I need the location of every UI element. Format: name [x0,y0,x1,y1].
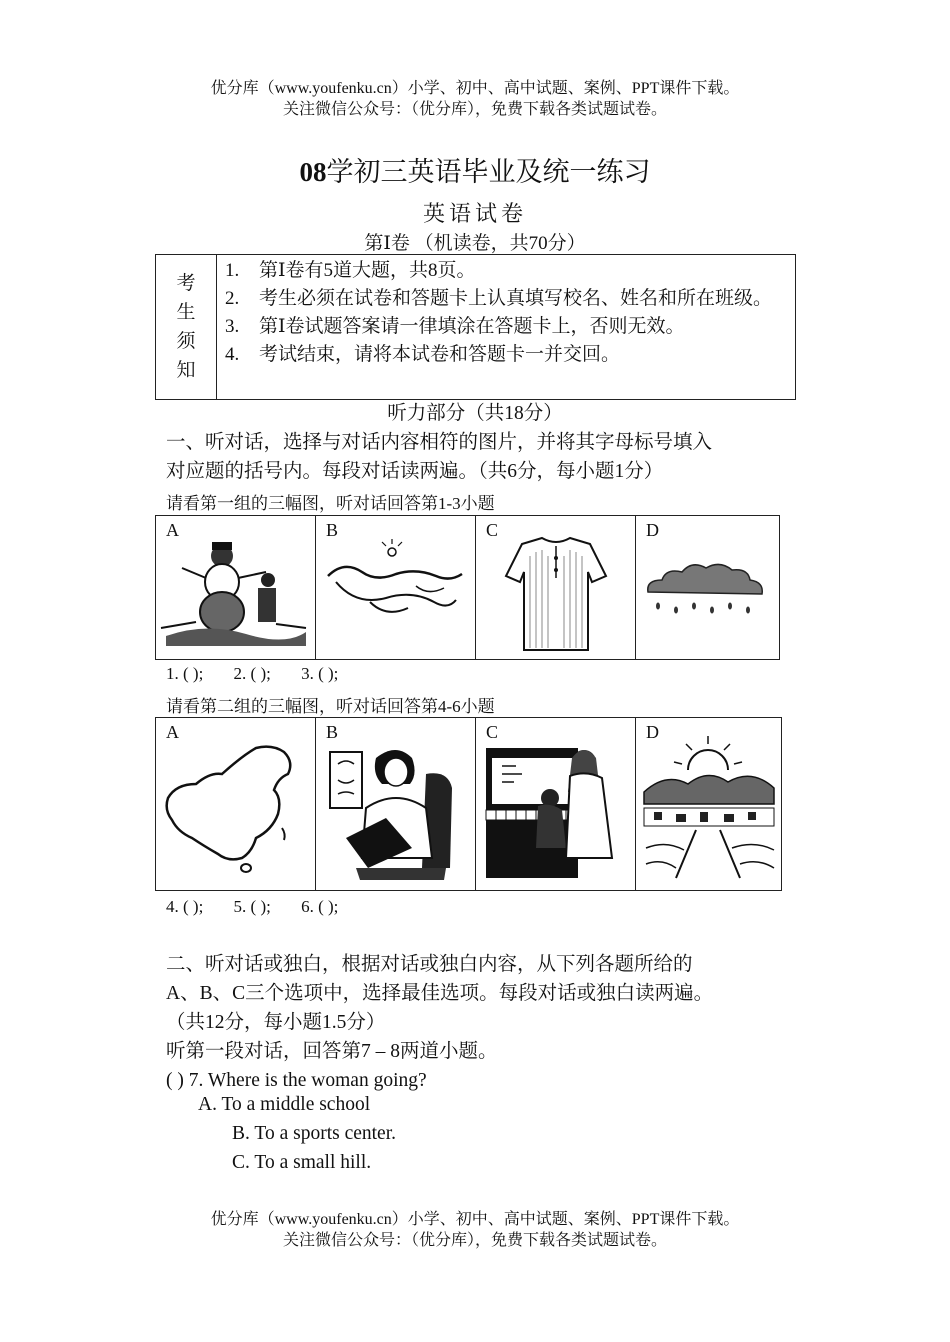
picture-label: C [486,520,499,540]
village-landscape-picture [636,718,781,891]
listening-heading: 听力部分（共18分） [387,403,563,424]
q7-option-c[interactable]: C. To a small hill. [232,1152,372,1173]
answer-blank[interactable]: 6. ( ); [301,897,339,916]
picture-cell-a [156,516,316,660]
notice-item-number: 3. [225,316,240,337]
header-line-1: 优分库（www.youfenku.cn）小学、初中、高中试题、案例、PPT课件下载。 [210,80,740,97]
notice-head [156,255,217,400]
part2-line-1: 二、听对话或独白，根据对话或独白内容，从下列各题所给的 [166,954,693,975]
picture-cell-a [156,718,316,891]
picture-label: B [326,520,339,540]
notice-item-text: 第Ⅰ卷试题答案请一律填涂在答题卡上，否则无效。 [259,316,685,337]
part1-line-2: 对应题的括号内。每段对话读两遍。（共6分，每小题1分） [166,461,664,482]
shirt-picture [476,516,635,660]
picture-cell-b [316,718,476,891]
notice-head-char: 须 [176,331,196,352]
part2-line-2: A、B、C三个选项中，选择最佳选项。每段对话或独白读两遍。 [166,983,714,1004]
group2-prompt: 请看第二组的三幅图，听对话回答第4-6小题 [166,697,495,716]
woman-laptop-picture [316,718,475,891]
notice-item [225,285,787,313]
notice-item-number: 4. [225,344,240,365]
picture-label: D [646,520,659,540]
notice-head-char: 考 [176,273,196,294]
notice-item [225,257,787,285]
part1-line-1: 一、听对话，选择与对话内容相符的图片，并将其字母标号填入 [166,432,713,453]
part1-instructions [166,428,806,486]
question-7[interactable]: ( ) 7. Where is the woman going? [166,1070,427,1091]
answer-blank[interactable]: 4. ( ); [166,897,204,916]
q7-option-a[interactable]: A. To a middle school [198,1094,371,1115]
footer-line-2: 关注微信公众号：（优分库），免费下载各类试题试卷。 [282,1232,667,1249]
q7-option-b[interactable]: B. To a sports center. [232,1123,396,1144]
notice-item [225,341,787,369]
exam-subtitle: 英语试卷 [422,201,527,226]
notice-head-char: 生 [176,302,196,323]
picture-cell-b [316,516,476,660]
picture-cell-c [476,718,636,891]
picture-cell-d [636,516,780,660]
exam-volume: 第Ⅰ卷 （机读卷，共70分） [364,233,586,254]
piano-lesson-picture [476,718,635,891]
title-text: 学初三英语毕业及统一练习 [326,157,651,187]
page-title [0,150,950,189]
picture-grid-2 [155,717,782,891]
part2-line-3: （共12分，每小题1.5分） [166,1012,386,1033]
notice-item-number: 1. [225,260,240,281]
picture-grid-1 [155,515,780,660]
group1-prompt: 请看第一组的三幅图，听对话回答第1-3小题 [166,494,495,513]
picture-label: A [166,520,179,540]
picture-cell-d [636,718,782,891]
swimmer-picture [316,516,475,660]
group2-answers [166,897,364,917]
header-line-2: 关注微信公众号：（优分库），免费下载各类试题试卷。 [282,101,667,118]
snowman-picture [156,516,315,660]
answer-blank[interactable]: 1. ( ); [166,664,204,683]
notice-item-text: 考生必须在试卷和答题卡上认真填写校名、姓名和所在班级。 [259,288,773,309]
notice-list [217,255,796,400]
page-footer [0,1209,950,1251]
notice-item-text: 考试结束，请将本试卷和答题卡一并交回。 [259,344,621,365]
notice-item-number: 2. [225,288,240,309]
notice-item [225,313,787,341]
picture-label: C [486,722,499,742]
title-year: 08 [299,157,327,187]
rain-cloud-picture [636,516,779,660]
group1-answers [166,664,364,684]
picture-label: A [166,722,179,742]
answer-blank[interactable]: 5. ( ); [233,897,271,916]
china-map-picture [156,718,315,891]
picture-label: B [326,722,339,742]
picture-cell-c [476,516,636,660]
page-header [0,78,950,120]
footer-line-1: 优分库（www.youfenku.cn）小学、初中、高中试题、案例、PPT课件下载。 [210,1211,740,1228]
answer-blank[interactable]: 3. ( ); [301,664,339,683]
notice-table [155,254,796,400]
part2-instructions [166,950,806,1095]
picture-label: D [646,722,659,742]
notice-head-char: 知 [176,360,196,381]
part2-section-1: 听第一段对话，回答第7 – 8两道小题。 [166,1041,498,1062]
notice-item-text: 第Ⅰ卷有5道大题，共8页。 [259,260,476,281]
answer-blank[interactable]: 2. ( ); [233,664,271,683]
